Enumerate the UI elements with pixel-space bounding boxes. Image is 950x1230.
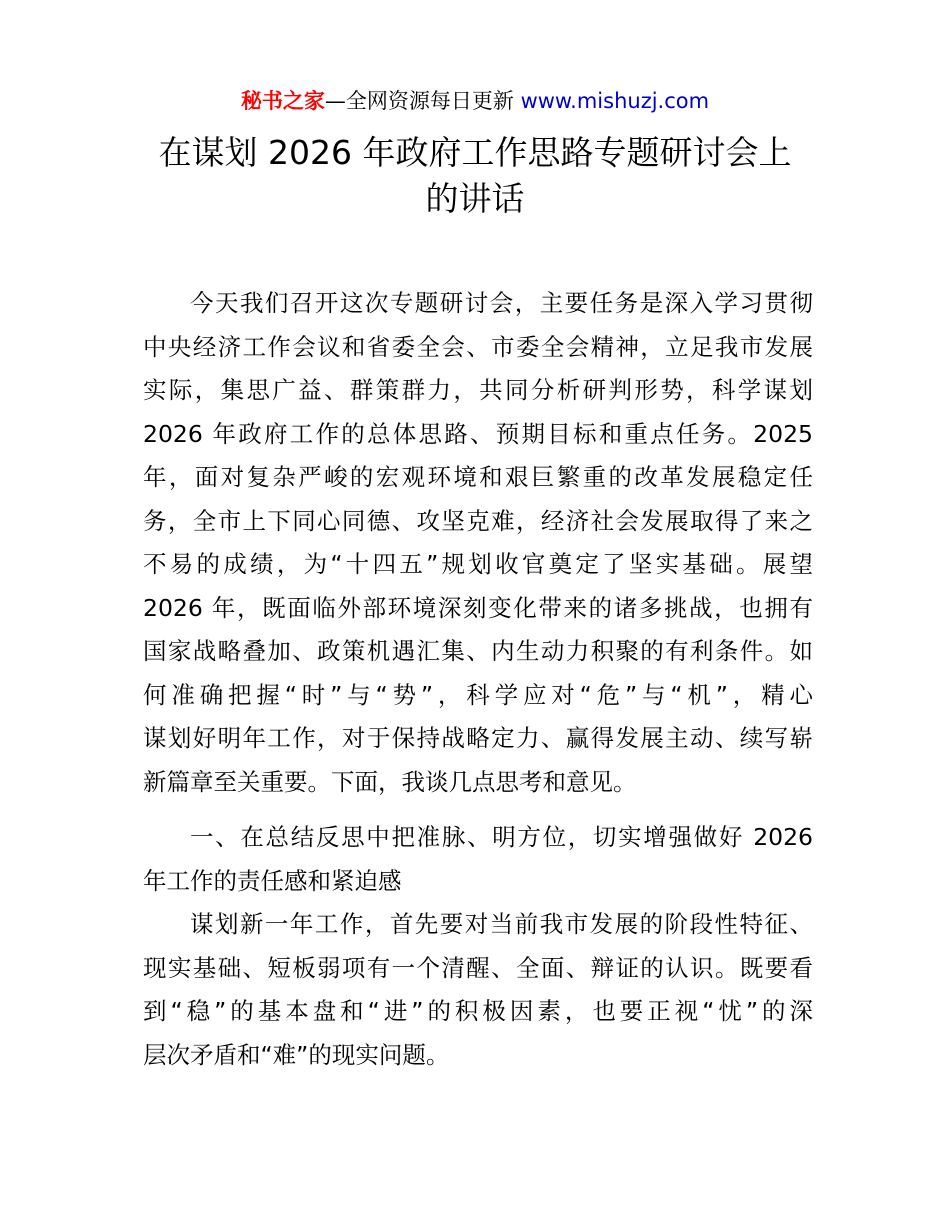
text-line: 谋划好明年工作，对于保持战略定力、赢得发展主动、续写崭 (143, 724, 813, 752)
paragraph-intro (143, 282, 813, 804)
site-banner (0, 86, 950, 116)
banner-tagline: —全网资源每日更新 (324, 89, 521, 113)
site-url-link[interactable]: www.mishuzj.com (520, 89, 710, 113)
heading-line: 一、在总结反思中把准脉、明方位，切实增强做好 2026 (190, 823, 813, 851)
brand-name: 秘书之家 (240, 89, 325, 113)
paragraph-section-1 (143, 903, 813, 1077)
text-line: 国家战略叠加、政策机遇汇集、内生动力积聚的有利条件。如 (143, 637, 813, 665)
text-line: 层次矛盾和“难”的现实问题。 (143, 1040, 450, 1069)
text-line: 中央经济工作会议和省委全会、市委全会精神，立足我市发展 (143, 332, 813, 361)
text-line: 现实基础、短板弱项有一个清醒、全面、辩证的认识。既要看 (143, 953, 813, 982)
text-line: 何准确把握“时”与“势”，科学应对“危”与“机”，精心 (143, 680, 813, 709)
document-title (0, 130, 950, 222)
text-line: 务，全市上下同心同德、攻坚克难，经济社会发展取得了来之 (143, 506, 813, 535)
section-heading-1 (143, 816, 813, 903)
text-line: 到“稳”的基本盘和“进”的积极因素，也要正视“忧”的深 (143, 997, 813, 1025)
text-line: 不易的成绩，为“十四五”规划收官奠定了坚实基础。展望 (143, 550, 813, 578)
heading-line: 年工作的责任感和紧迫感 (143, 866, 402, 895)
title-line-2: 的讲话 (425, 179, 525, 218)
text-line: 年，面对复杂严峻的宏观环境和艰巨繁重的改革发展稳定任 (143, 463, 813, 491)
text-line: 2026 年政府工作的总体思路、预期目标和重点任务。2025 (143, 419, 813, 448)
text-line: 新篇章至关重要。下面，我谈几点思考和意见。 (143, 767, 637, 796)
title-line-1: 在谋划 2026 年政府工作思路专题研讨会上 (158, 133, 792, 172)
text-line: 实际，集思广益、群策群力，共同分析研判形势，科学谋划 (143, 376, 813, 404)
text-line: 谋划新一年工作，首先要对当前我市发展的阶段性特征、 (190, 910, 813, 938)
text-line: 2026 年，既面临外部环境深刻变化带来的诸多挑战，也拥有 (143, 593, 813, 622)
text-line: 今天我们召开这次专题研讨会，主要任务是深入学习贯彻 (190, 289, 813, 317)
